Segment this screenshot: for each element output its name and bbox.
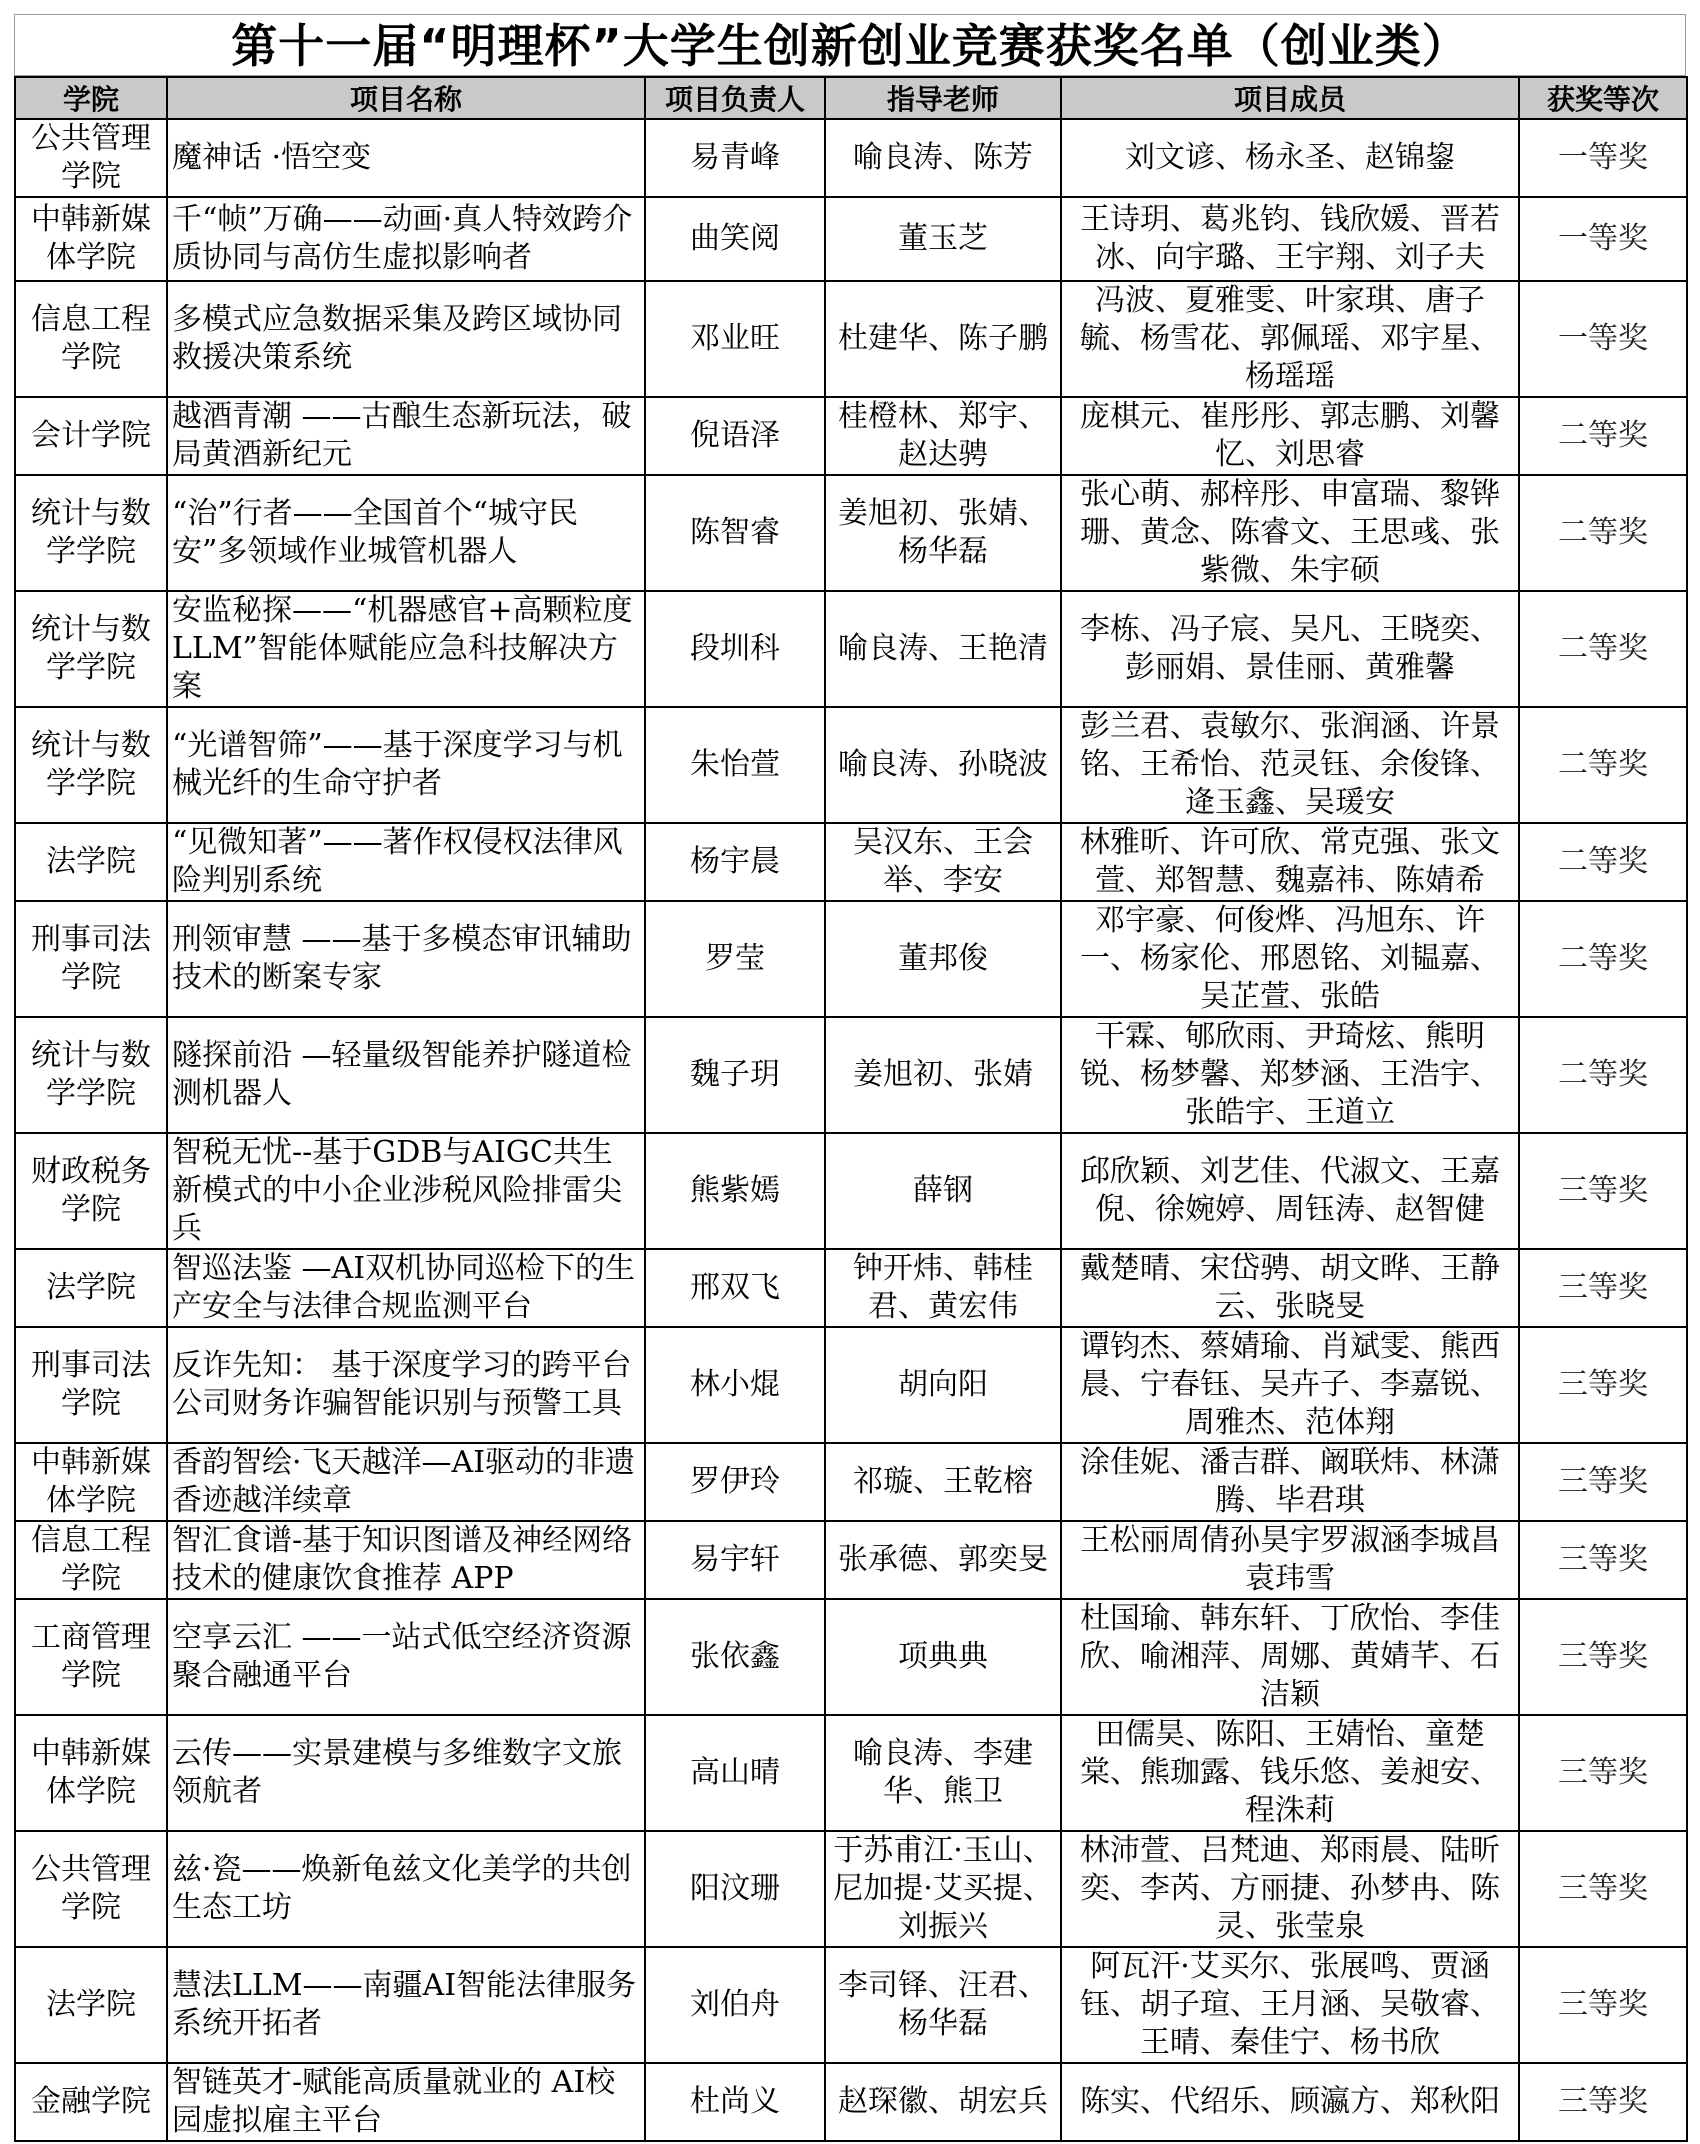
project-leader-cell: 杜尚义	[645, 2063, 825, 2141]
college-cell: 金融学院	[15, 2063, 167, 2141]
project-leader-cell: 罗莹	[645, 901, 825, 1017]
advisors-cell: 喻良涛、孙晓波	[825, 707, 1061, 823]
table-header-row	[15, 77, 1687, 119]
members-cell: 邓宇豪、何俊烨、冯旭东、许一、杨家伦、邢恩铭、刘韫嘉、吴芷萱、张皓	[1061, 901, 1519, 1017]
advisors-cell: 喻良涛、陈芳	[825, 119, 1061, 197]
advisors-cell: 吴汉东、王会举、李安	[825, 823, 1061, 901]
college-cell: 公共管理学院	[15, 1831, 167, 1947]
table-body	[15, 119, 1687, 2141]
members-cell: 陈实、代绍乐、顾瀛方、郑秋阳	[1061, 2063, 1519, 2141]
advisors-cell: 钟开炜、韩桂君、黄宏伟	[825, 1249, 1061, 1327]
award-level-cell: 一等奖	[1519, 281, 1687, 397]
members-cell: 林雅昕、许可欣、常克强、张文萱、郑智慧、魏嘉祎、陈婧希	[1061, 823, 1519, 901]
project-name-cell: 云传——实景建模与多维数字文旅领航者	[167, 1715, 645, 1831]
table-row	[15, 1443, 1687, 1521]
award-level-cell: 三等奖	[1519, 1327, 1687, 1443]
table-row	[15, 281, 1687, 397]
members-cell: 彭兰君、袁敏尔、张润涵、许景铭、王希怡、范灵钰、余俊锋、逄玉鑫、吴瑗安	[1061, 707, 1519, 823]
table-row	[15, 1599, 1687, 1715]
project-leader-cell: 曲笑阅	[645, 197, 825, 281]
award-level-cell: 二等奖	[1519, 1017, 1687, 1133]
project-name-cell: 越酒青潮 ——古酿生态新玩法，破局黄酒新纪元	[167, 397, 645, 475]
project-name-cell: 智巡法鉴 —AI双机协同巡检下的生产安全与法律合规监测平台	[167, 1249, 645, 1327]
project-name-cell: 智汇食谱-基于知识图谱及神经网络技术的健康饮食推荐 APP	[167, 1521, 645, 1599]
project-leader-cell: 倪语泽	[645, 397, 825, 475]
advisors-cell: 姜旭初、张婧、杨华磊	[825, 475, 1061, 591]
college-cell: 中韩新媒体学院	[15, 1443, 167, 1521]
college-cell: 会计学院	[15, 397, 167, 475]
advisors-cell: 董玉芝	[825, 197, 1061, 281]
award-level-cell: 二等奖	[1519, 475, 1687, 591]
project-leader-cell: 段圳科	[645, 591, 825, 707]
award-level-cell: 二等奖	[1519, 823, 1687, 901]
members-cell: 田儒昊、陈阳、王婧怡、童楚棠、熊珈露、钱乐悠、姜昶安、程洙莉	[1061, 1715, 1519, 1831]
members-cell: 干霖、郇欣雨、尹琦炫、熊明锐、杨梦馨、郑梦涵、王浩宇、张皓宇、王道立	[1061, 1017, 1519, 1133]
award-level-cell: 一等奖	[1519, 119, 1687, 197]
project-leader-cell: 易宇轩	[645, 1521, 825, 1599]
table-row	[15, 1947, 1687, 2063]
members-cell: 冯波、夏雅雯、叶家琪、唐子毓、杨雪花、郭佩瑶、邓宇星、杨瑶瑶	[1061, 281, 1519, 397]
project-leader-cell: 邢双飞	[645, 1249, 825, 1327]
award-level-cell: 二等奖	[1519, 591, 1687, 707]
table-row	[15, 707, 1687, 823]
college-cell: 工商管理学院	[15, 1599, 167, 1715]
college-cell: 法学院	[15, 823, 167, 901]
advisors-cell: 李司铎、汪君、杨华磊	[825, 1947, 1061, 2063]
advisors-cell: 胡向阳	[825, 1327, 1061, 1443]
college-cell: 统计与数学学院	[15, 1017, 167, 1133]
college-cell: 中韩新媒体学院	[15, 1715, 167, 1831]
college-cell: 法学院	[15, 1947, 167, 2063]
advisors-cell: 于苏甫江·玉山、尼加提·艾买提、刘振兴	[825, 1831, 1061, 1947]
award-level-cell: 三等奖	[1519, 1443, 1687, 1521]
college-cell: 统计与数学学院	[15, 475, 167, 591]
advisors-cell: 杜建华、陈子鹏	[825, 281, 1061, 397]
advisors-cell: 祁璇、王乾榕	[825, 1443, 1061, 1521]
project-name-cell: 魔神话 ·悟空变	[167, 119, 645, 197]
members-cell: 涂佳妮、潘吉群、阚联炜、林潇腾、毕君琪	[1061, 1443, 1519, 1521]
header-leader: 项目负责人	[645, 77, 825, 119]
members-cell: 邱欣颖、刘艺佳、代淑文、王嘉倪、徐婉婷、周钰涛、赵智健	[1061, 1133, 1519, 1249]
project-leader-cell: 阳汶珊	[645, 1831, 825, 1947]
college-cell: 刑事司法学院	[15, 1327, 167, 1443]
advisors-cell: 桂橙林、郑宇、赵达骋	[825, 397, 1061, 475]
project-name-cell: 刑领审慧 ——基于多模态审讯辅助技术的断案专家	[167, 901, 645, 1017]
project-leader-cell: 熊紫嫣	[645, 1133, 825, 1249]
college-cell: 财政税务学院	[15, 1133, 167, 1249]
project-name-cell: “治”行者——全国首个“城守民安”多领域作业城管机器人	[167, 475, 645, 591]
project-name-cell: 香韵智绘·飞天越洋—AI驱动的非遗香迹越洋续章	[167, 1443, 645, 1521]
award-level-cell: 三等奖	[1519, 1947, 1687, 2063]
table-row	[15, 1831, 1687, 1947]
project-leader-cell: 陈智睿	[645, 475, 825, 591]
table-row	[15, 119, 1687, 197]
advisors-cell: 赵琛徽、胡宏兵	[825, 2063, 1061, 2141]
members-cell: 阿瓦汗·艾买尔、张展鸣、贾涵钰、胡子瑄、王月涵、吴敬睿、王晴、秦佳宁、杨书欣	[1061, 1947, 1519, 2063]
project-name-cell: 兹·瓷——焕新龟兹文化美学的共创生态工坊	[167, 1831, 645, 1947]
project-name-cell: “见微知著”——著作权侵权法律风险判别系统	[167, 823, 645, 901]
award-level-cell: 二等奖	[1519, 901, 1687, 1017]
award-level-cell: 三等奖	[1519, 1599, 1687, 1715]
members-cell: 庞棋元、崔彤彤、郭志鹏、刘馨忆、刘思睿	[1061, 397, 1519, 475]
award-level-cell: 三等奖	[1519, 1831, 1687, 1947]
header-award: 获奖等次	[1519, 77, 1687, 119]
table-row	[15, 475, 1687, 591]
header-college: 学院	[15, 77, 167, 119]
table-row	[15, 1133, 1687, 1249]
table-row	[15, 1249, 1687, 1327]
advisors-cell: 喻良涛、李建华、熊卫	[825, 1715, 1061, 1831]
award-level-cell: 三等奖	[1519, 1249, 1687, 1327]
award-level-cell: 二等奖	[1519, 707, 1687, 823]
project-name-cell: “光谱智筛”——基于深度学习与机械光纤的生命守护者	[167, 707, 645, 823]
project-name-cell: 慧法LLM——南疆AI智能法律服务系统开拓者	[167, 1947, 645, 2063]
college-cell: 信息工程学院	[15, 281, 167, 397]
project-leader-cell: 刘伯舟	[645, 1947, 825, 2063]
advisors-cell: 薛钢	[825, 1133, 1061, 1249]
table-row	[15, 591, 1687, 707]
members-cell: 王诗玥、葛兆钧、钱欣媛、晋若冰、向宇璐、王宇翔、刘子夫	[1061, 197, 1519, 281]
header-advisors: 指导老师	[825, 77, 1061, 119]
project-leader-cell: 易青峰	[645, 119, 825, 197]
advisors-cell: 张承德、郭奕旻	[825, 1521, 1061, 1599]
members-cell: 林沛萱、吕梵迪、郑雨晨、陆昕奕、李芮、方丽捷、孙梦冉、陈灵、张莹泉	[1061, 1831, 1519, 1947]
members-cell: 张心萌、郝梓彤、申富瑞、黎铧珊、黄念、陈睿文、王思彧、张紫微、朱宇硕	[1061, 475, 1519, 591]
table-row	[15, 397, 1687, 475]
project-name-cell: 隧探前沿 —轻量级智能养护隧道检测机器人	[167, 1017, 645, 1133]
members-cell: 王松丽周倩孙昊宇罗淑涵李城昌袁玮雪	[1061, 1521, 1519, 1599]
members-cell: 李栋、冯子宸、吴凡、王晓奕、彭丽娟、景佳丽、黄雅馨	[1061, 591, 1519, 707]
college-cell: 统计与数学学院	[15, 707, 167, 823]
advisors-cell: 项典典	[825, 1599, 1061, 1715]
award-level-cell: 二等奖	[1519, 397, 1687, 475]
college-cell: 统计与数学学院	[15, 591, 167, 707]
members-cell: 戴楚晴、宋岱骋、胡文晔、王静云、张晓旻	[1061, 1249, 1519, 1327]
project-name-cell: 智税无忧--基于GDB与AIGC共生新模式的中小企业涉税风险排雷尖兵	[167, 1133, 645, 1249]
award-level-cell: 三等奖	[1519, 1715, 1687, 1831]
award-level-cell: 一等奖	[1519, 197, 1687, 281]
page-title: 第十一届“明理杯”大学生创新创业竞赛获奖名单（创业类）	[14, 14, 1686, 76]
project-leader-cell: 罗伊玲	[645, 1443, 825, 1521]
project-leader-cell: 林小焜	[645, 1327, 825, 1443]
project-name-cell: 多模式应急数据采集及跨区域协同救援决策系统	[167, 281, 645, 397]
advisors-cell: 喻良涛、王艳清	[825, 591, 1061, 707]
award-table	[14, 76, 1688, 2142]
project-name-cell: 千“帧”万确——动画·真人特效跨介质协同与高仿生虚拟影响者	[167, 197, 645, 281]
table-row	[15, 823, 1687, 901]
members-cell: 刘文谚、杨永圣、赵锦鋆	[1061, 119, 1519, 197]
table-row	[15, 901, 1687, 1017]
college-cell: 刑事司法学院	[15, 901, 167, 1017]
project-leader-cell: 朱怡萱	[645, 707, 825, 823]
table-row	[15, 1017, 1687, 1133]
college-cell: 信息工程学院	[15, 1521, 167, 1599]
college-cell: 法学院	[15, 1249, 167, 1327]
table-row	[15, 1715, 1687, 1831]
project-leader-cell: 魏子玥	[645, 1017, 825, 1133]
award-level-cell: 三等奖	[1519, 2063, 1687, 2141]
table-row	[15, 2063, 1687, 2141]
award-level-cell: 三等奖	[1519, 1521, 1687, 1599]
project-name-cell: 安监秘探——“机器感官+高颗粒度LLM”智能体赋能应急科技解决方案	[167, 591, 645, 707]
college-cell: 公共管理学院	[15, 119, 167, 197]
header-project: 项目名称	[167, 77, 645, 119]
table-row	[15, 197, 1687, 281]
project-leader-cell: 邓业旺	[645, 281, 825, 397]
project-leader-cell: 高山晴	[645, 1715, 825, 1831]
project-leader-cell: 张依鑫	[645, 1599, 825, 1715]
table-row	[15, 1521, 1687, 1599]
award-level-cell: 三等奖	[1519, 1133, 1687, 1249]
project-name-cell: 反诈先知： 基于深度学习的跨平台公司财务诈骗智能识别与预警工具	[167, 1327, 645, 1443]
project-leader-cell: 杨宇晨	[645, 823, 825, 901]
project-name-cell: 空享云汇 ——一站式低空经济资源聚合融通平台	[167, 1599, 645, 1715]
college-cell: 中韩新媒体学院	[15, 197, 167, 281]
table-row	[15, 1327, 1687, 1443]
advisors-cell: 姜旭初、张婧	[825, 1017, 1061, 1133]
advisors-cell: 董邦俊	[825, 901, 1061, 1017]
members-cell: 杜国瑜、韩东轩、丁欣怡、李佳欣、喻湘萍、周娜、黄婧芊、石洁颖	[1061, 1599, 1519, 1715]
members-cell: 谭钧杰、蔡婧瑜、肖斌雯、熊西晨、宁春钰、吴卉子、李嘉锐、周雅杰、范体翔	[1061, 1327, 1519, 1443]
project-name-cell: 智链英才-赋能高质量就业的 AI校园虚拟雇主平台	[167, 2063, 645, 2141]
header-members: 项目成员	[1061, 77, 1519, 119]
